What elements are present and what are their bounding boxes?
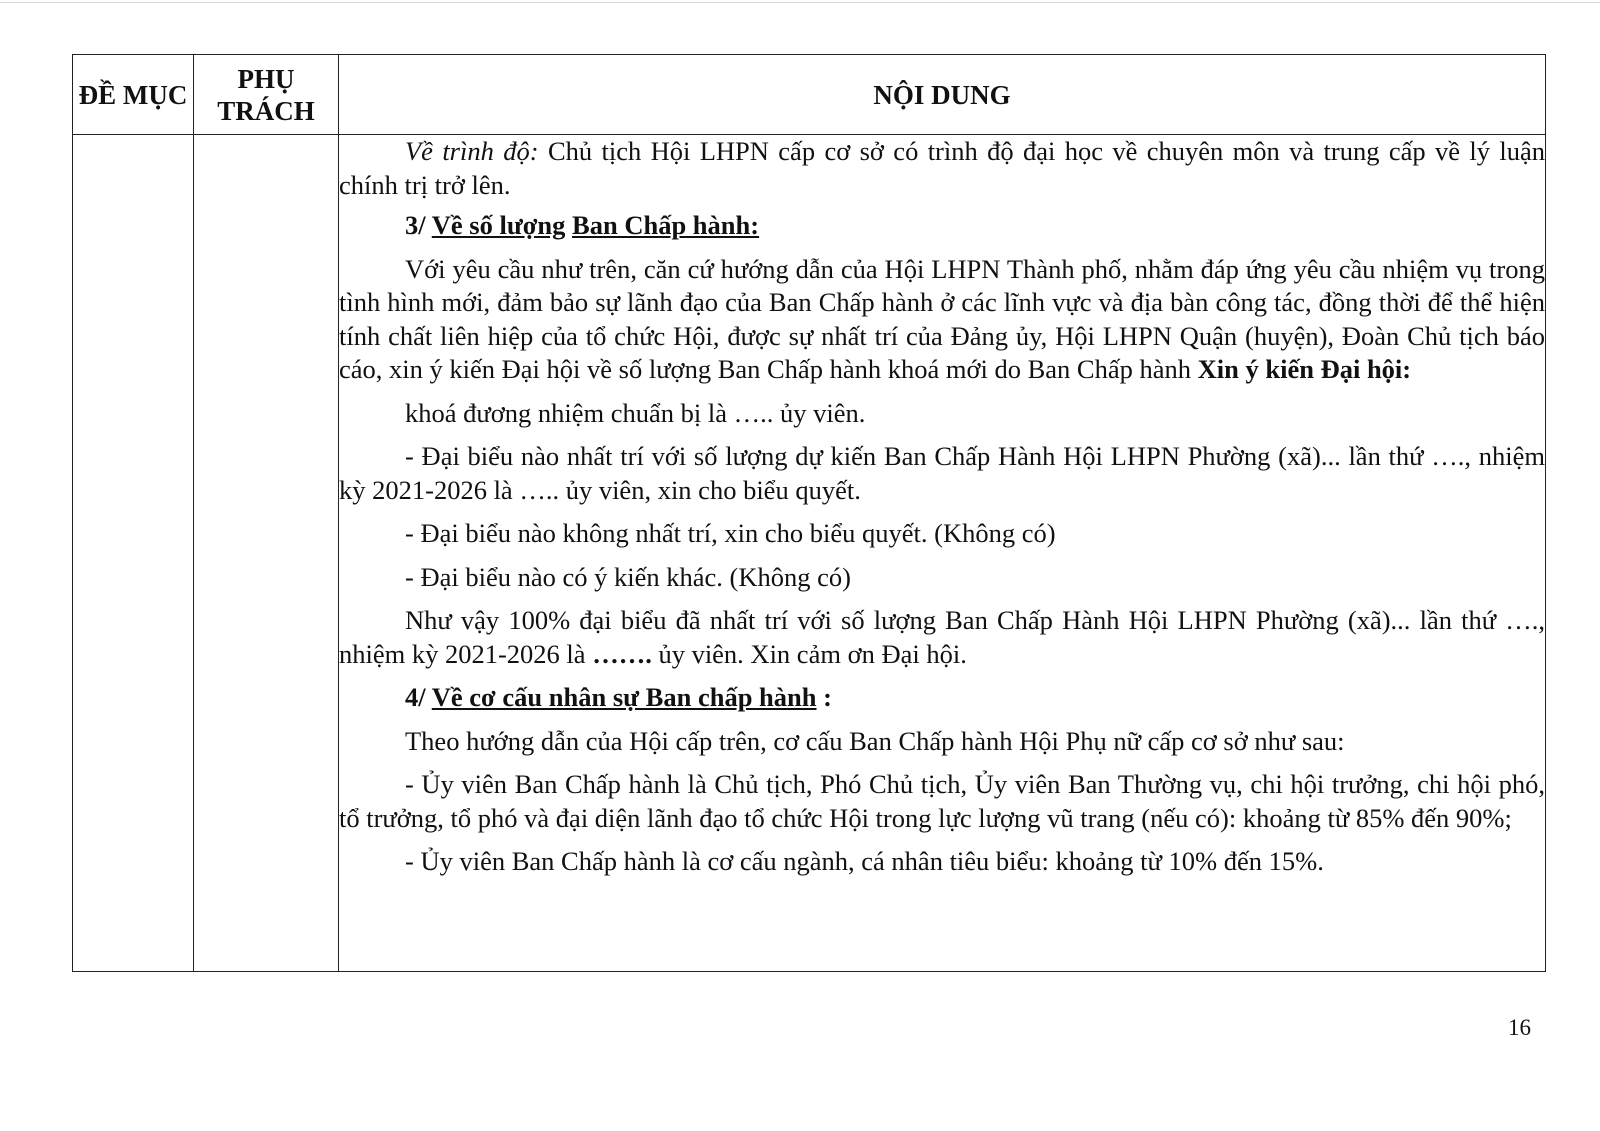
scan-edge-line (0, 2, 1600, 3)
paragraph-khong-nhat-tri: - Đại biểu nào không nhất trí, xin cho biểu quyết. (Không có) (405, 518, 1056, 548)
paragraph-co-cau-2: - Ủy viên Ban Chấp hành là cơ cấu ngành, cá nhân tiêu biểu: khoảng từ 10% đến 15%. (405, 846, 1324, 876)
paragraph-y-kien-khac: - Đại biểu nào có ý kiến khác. (Không có) (405, 561, 851, 592)
heading-so-luong-b: Ban Chấp hành: (572, 210, 760, 240)
xin-y-kien-bold: Xin ý kiến Đại hội: (1197, 354, 1412, 384)
ket-luan-end: ủy viên. Xin cảm ơn Đại hội. (651, 638, 967, 669)
cell-noi-dung (339, 135, 1546, 972)
paragraph-nhat-tri: - Đại biểu nào nhất trí với số lượng dự kiến Ban Chấp Hành Hội LHPN Phường (xã)... lần thứ …., nhiệm kỳ 2021-2026 là ….. ủy viên, xin cho biểu quyết. (339, 441, 1545, 505)
heading-so-luong (339, 209, 1545, 243)
header-phu-trach (194, 55, 339, 135)
ket-luan-dots: ……. (592, 638, 652, 669)
cell-de-muc (73, 135, 194, 972)
cell-phu-trach (194, 135, 339, 972)
table-body-row (73, 135, 1546, 972)
header-phu-trach-text: PHỤ TRÁCH (217, 63, 315, 126)
header-de-muc-text: ĐỀ MỤC (78, 79, 188, 110)
trinh-do-label: Về trình độ: (405, 136, 539, 166)
heading-so-luong-a: Về số lượng (431, 210, 566, 240)
paragraph-co-cau-1: - Ủy viên Ban Chấp hành là Chủ tịch, Phó Chủ tịch, Ủy viên Ban Thường vụ, chi hội trưởng, chi hội phó, tổ trưởng, tổ phó và đại diện lãnh đạo tổ chức Hội trong lực lượng vũ trang (nếu có): khoảng từ 85% đến 90%; (339, 769, 1545, 833)
yeu-cau-text: Với yêu cầu như trên, căn cứ hướng dẫn của Hội LHPN Thành phố, nhằm đáp ứng yêu cầu nhiệm vụ trong tình hình mới, đảm bảo sự lãnh đạo của Ban Chấp hành ở các lĩnh vực và địa bàn công tác, đồng thời để thể hiện tính chất liên hiệp của tổ chức Hội, được sự nhất trí của Đảng ủy, Hội LHPN Quận (huyện), Đoàn Chủ tịch báo cáo, xin ý kiến Đại hội về số lượng Ban Chấp hành khoá mới do Ban Chấp hành (339, 253, 1545, 384)
paragraph-yeu-cau (339, 253, 1545, 387)
agenda-table (72, 54, 1546, 972)
page-number: 16 (1508, 1015, 1531, 1040)
header-noi-dung (339, 55, 1546, 135)
heading-co-cau (339, 681, 1545, 715)
table-header-row (73, 55, 1546, 135)
heading-co-cau-text: Về cơ cấu nhân sự Ban chấp hành (431, 682, 817, 712)
header-noi-dung-text: NỘI DUNG (873, 79, 1011, 110)
paragraph-khoa-duong-nhiem: khoá đương nhiệm chuẩn bị là ….. ủy viên. (405, 397, 866, 428)
paragraph-ket-luan (339, 604, 1545, 671)
trinh-do-text: Chủ tịch Hội LHPN cấp cơ sở có trình độ đại học về chuyên môn và trung cấp về lý luận chính trị trở lên. (339, 136, 1545, 200)
paragraph-trinh-do (339, 135, 1545, 202)
ket-luan-text: Như vậy 100% đại biểu đã nhất trí với số lượng Ban Chấp Hành Hội LHPN Phường (xã)... lần thứ …., nhiệm kỳ 2021-2026 là (339, 605, 1545, 669)
header-de-muc (73, 55, 194, 135)
heading-co-cau-number: 4/ (405, 682, 432, 712)
paragraph-huong-dan: Theo hướng dẫn của Hội cấp trên, cơ cấu Ban Chấp hành Hội Phụ nữ cấp cơ sở như sau: (405, 725, 1345, 756)
heading-co-cau-colon: : (816, 682, 832, 712)
heading-so-luong-number: 3/ (405, 210, 432, 240)
